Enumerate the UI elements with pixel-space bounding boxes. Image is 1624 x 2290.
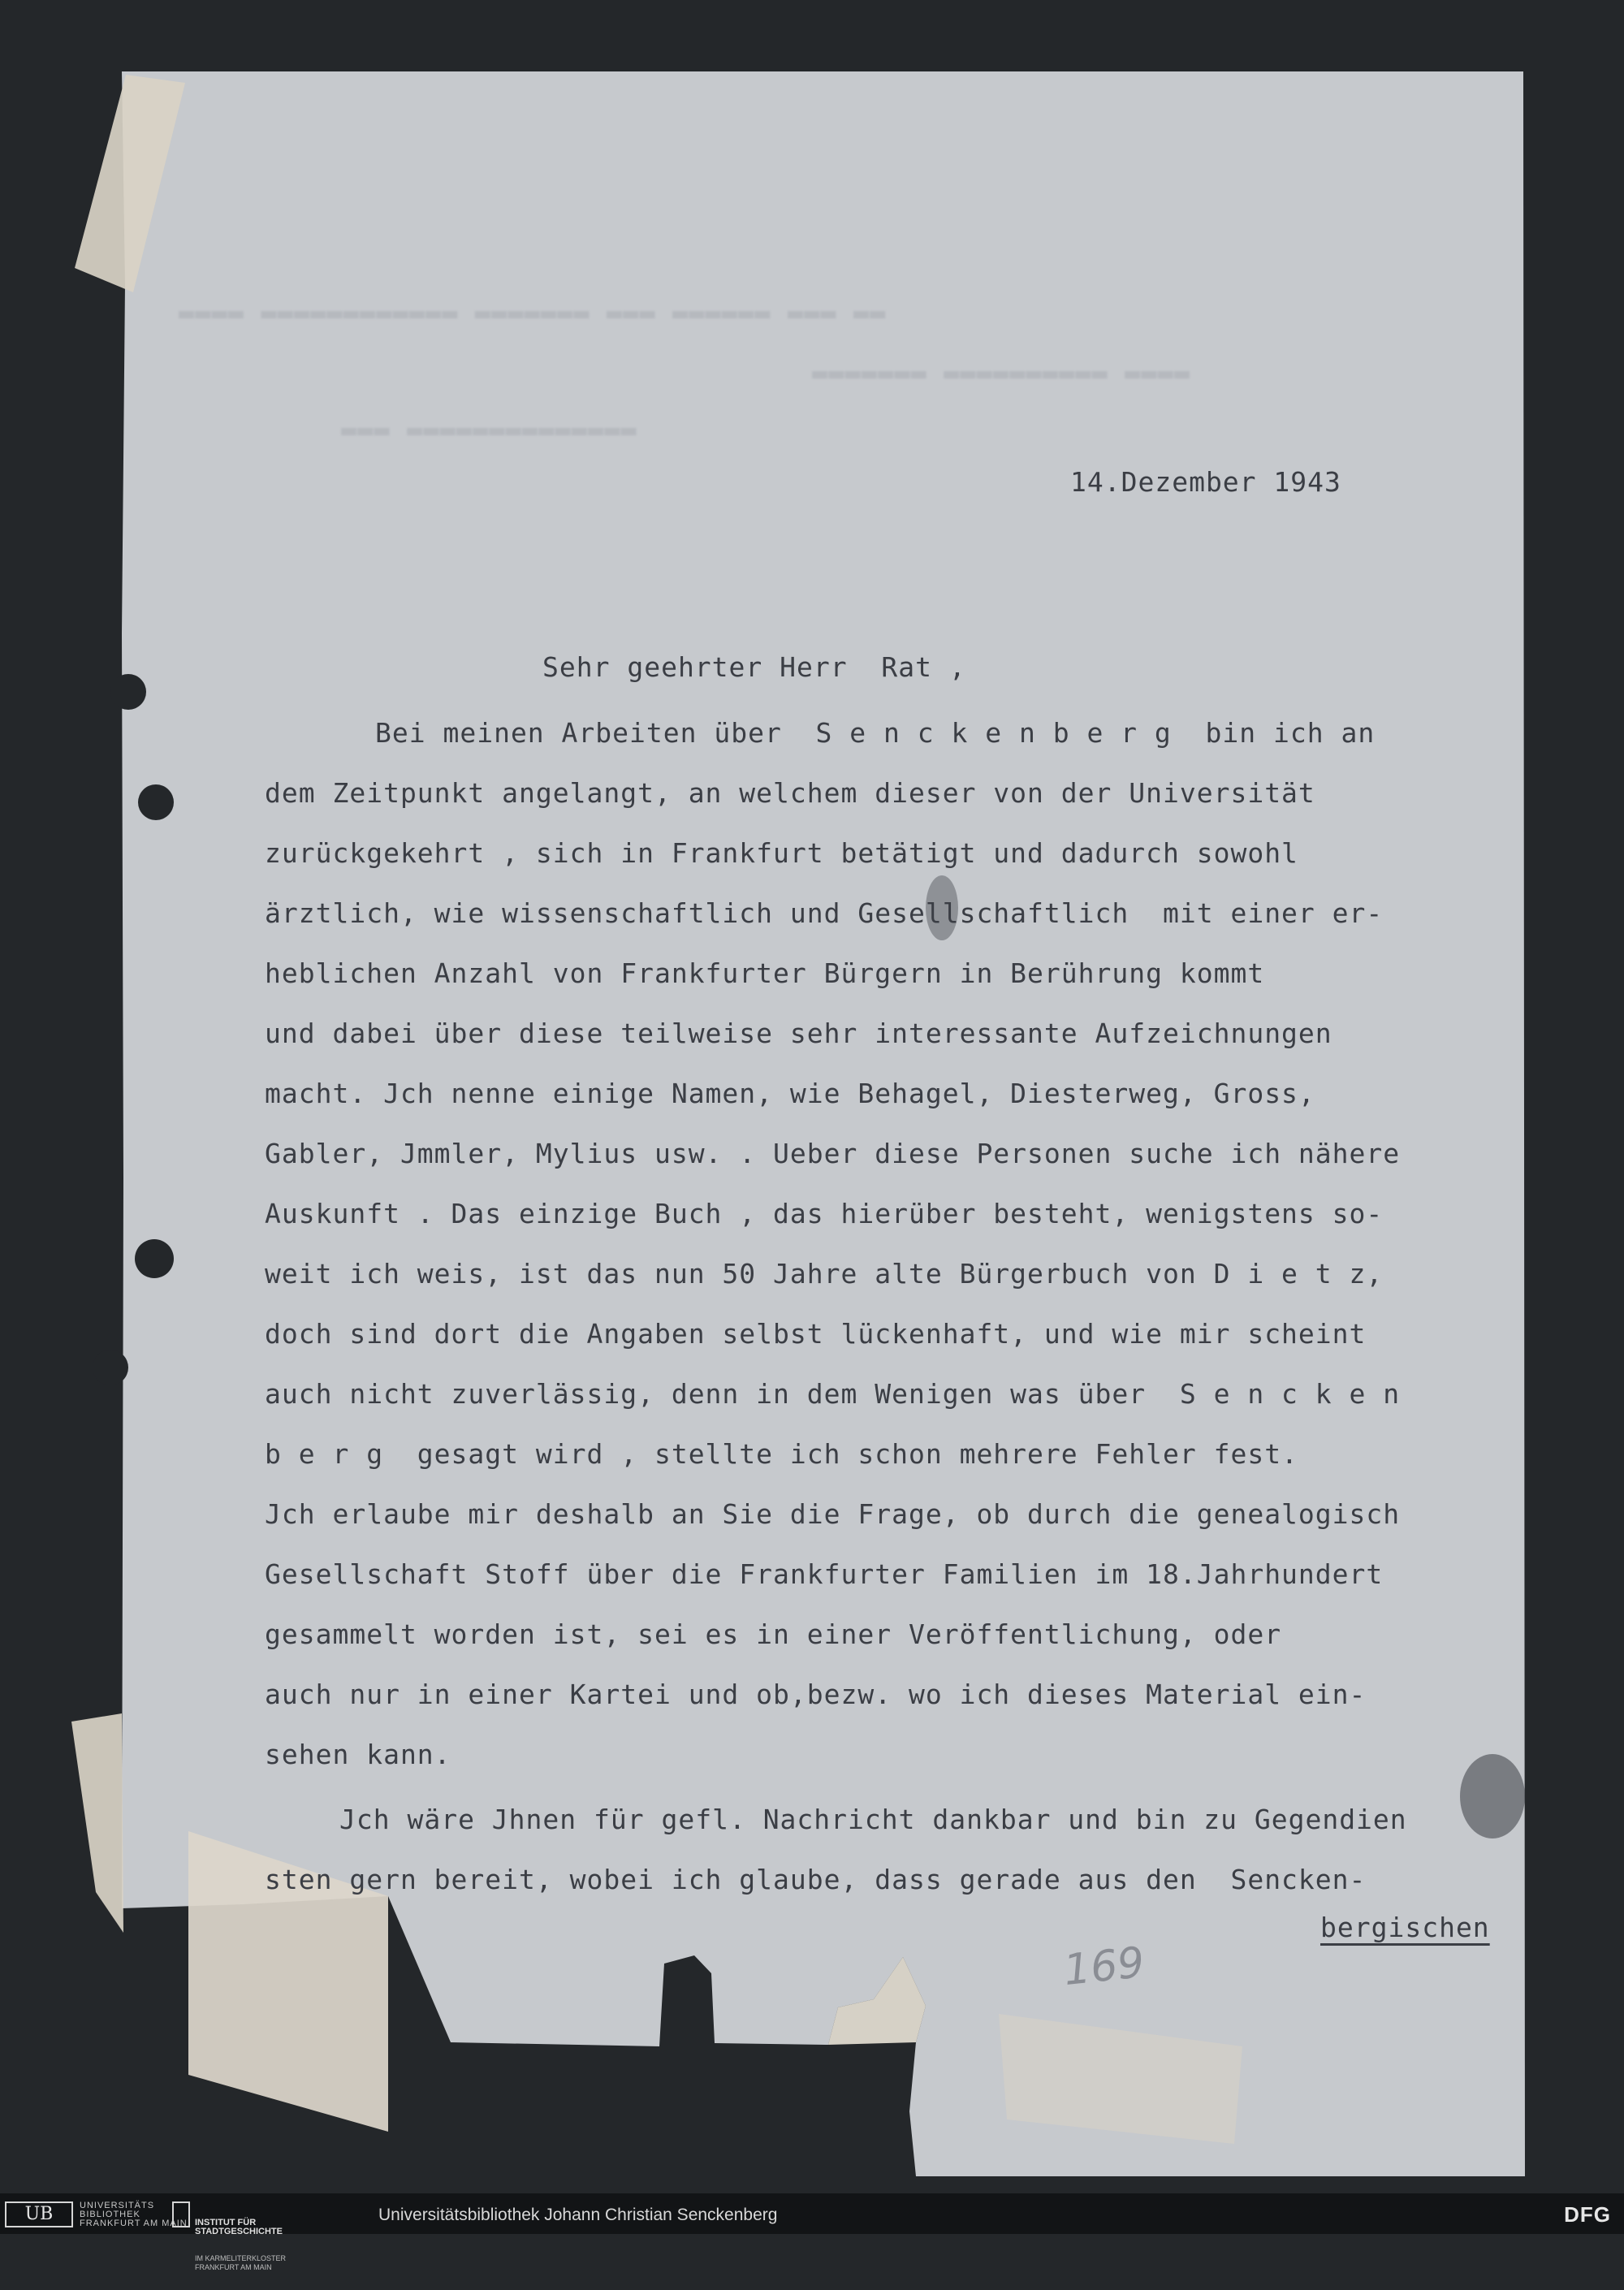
letter-line: Gesellschaft Stoff über die Frankfurter Familien im 18.Jahrhundert	[265, 1558, 1384, 1590]
folio-number: 169	[1061, 1938, 1147, 1996]
letter-line: Jch wäre Jhnen für gefl. Nachricht dankbar und bin zu Gegendien	[339, 1804, 1407, 1835]
punch-hole	[93, 1350, 128, 1385]
letter-date: 14.Dezember 1943	[1070, 466, 1341, 498]
letter-line: heblichen Anzahl von Frankfurter Bürgern in Berührung kommt	[265, 957, 1265, 989]
letter-line: Jch erlaube mir deshalb an Sie die Frage, ob durch die genealogisch	[265, 1498, 1401, 1530]
reverse-show-through: ▬▬▬▬▬▬▬ ▬▬▬▬▬▬▬▬▬▬ ▬▬▬▬	[812, 357, 1191, 388]
punch-hole	[110, 674, 146, 710]
reverse-show-through: ▬▬▬ ▬▬▬▬▬▬▬▬▬▬▬▬▬▬	[341, 414, 637, 445]
letter-line: Auskunft . Das einzige Buch , das hierüber besteht, wenigstens so-	[265, 1198, 1384, 1229]
isg-logo-icon	[172, 2201, 190, 2227]
letter-line: weit ich weis, ist das nun 50 Jahre alte Bürgerbuch von D i e t z,	[265, 1258, 1384, 1290]
punch-hole	[135, 1239, 174, 1278]
letter-line: Gabler, Jmmler, Mylius usw. . Ueber diese Personen suche ich nähere	[265, 1138, 1401, 1169]
isg-logo-text	[195, 2201, 286, 2290]
ub-logo-text: UNIVERSITÄTS BIBLIOTHEK FRANKFURT AM MAIN	[80, 2201, 188, 2228]
isg-title: INSTITUT FÜR STADTGESCHICHTE	[195, 2218, 283, 2236]
letter-continuation-word: bergischen	[1320, 1912, 1490, 1943]
letter-line: gesammelt worden ist, sei es in einer Veröffentlichung, oder	[265, 1618, 1282, 1650]
letter-line: zurückgekehrt , sich in Frankfurt betätigt und dadurch sowohl	[265, 837, 1298, 869]
letter-body	[265, 703, 1531, 1910]
letter-line: b e r g gesagt wird , stellte ich schon mehrere Fehler fest.	[265, 1438, 1298, 1470]
letter-salutation: Sehr geehrter Herr Rat ,	[542, 651, 966, 683]
letter-line: doch sind dort die Angaben selbst lückenhaft, und wie mir scheint	[265, 1318, 1367, 1350]
letter-line: macht. Jch nenne einige Namen, wie Behagel, Diesterweg, Gross,	[265, 1078, 1315, 1109]
punch-hole	[138, 784, 174, 820]
letter-line: ärztlich, wie wissenschaftlich und Gesellschaftlich mit einer er-	[265, 897, 1384, 929]
letter-line: auch nicht zuverlässig, denn in dem Wenigen was über S e n c k e n	[265, 1378, 1401, 1410]
isg-subtitle: IM KARMELITERKLOSTER FRANKFURT AM MAIN	[195, 2254, 287, 2271]
tape-strip-left-lower	[71, 1713, 123, 1933]
letter-line: Bei meinen Arbeiten über S e n c k e n b e r g bin ich an	[375, 717, 1376, 749]
letter-line: dem Zeitpunkt angelangt, an welchem dieser von der Universität	[265, 777, 1315, 809]
letter-line: sehen kann.	[265, 1739, 451, 1770]
viewer-footer	[0, 2193, 1624, 2271]
dfg-logo: DFG	[1564, 2202, 1611, 2227]
letter-line: auch nur in einer Kartei und ob,bezw. wo ich dieses Material ein-	[265, 1679, 1367, 1710]
library-name: Universitätsbibliothek Johann Christian Senckenberg	[378, 2206, 778, 2224]
letter-line: und dabei über diese teilweise sehr interessante Aufzeichnungen	[265, 1018, 1332, 1049]
letter-line: sten gern bereit, wobei ich glaube, dass gerade aus den Sencken-	[265, 1864, 1367, 1895]
ub-logo-icon: UB	[5, 2201, 73, 2227]
reverse-show-through: ▬▬▬▬ ▬▬▬▬▬▬▬▬▬▬▬▬ ▬▬▬▬▬▬▬ ▬▬▬ ▬▬▬▬▬▬ ▬▬▬ ▬▬	[179, 297, 887, 328]
